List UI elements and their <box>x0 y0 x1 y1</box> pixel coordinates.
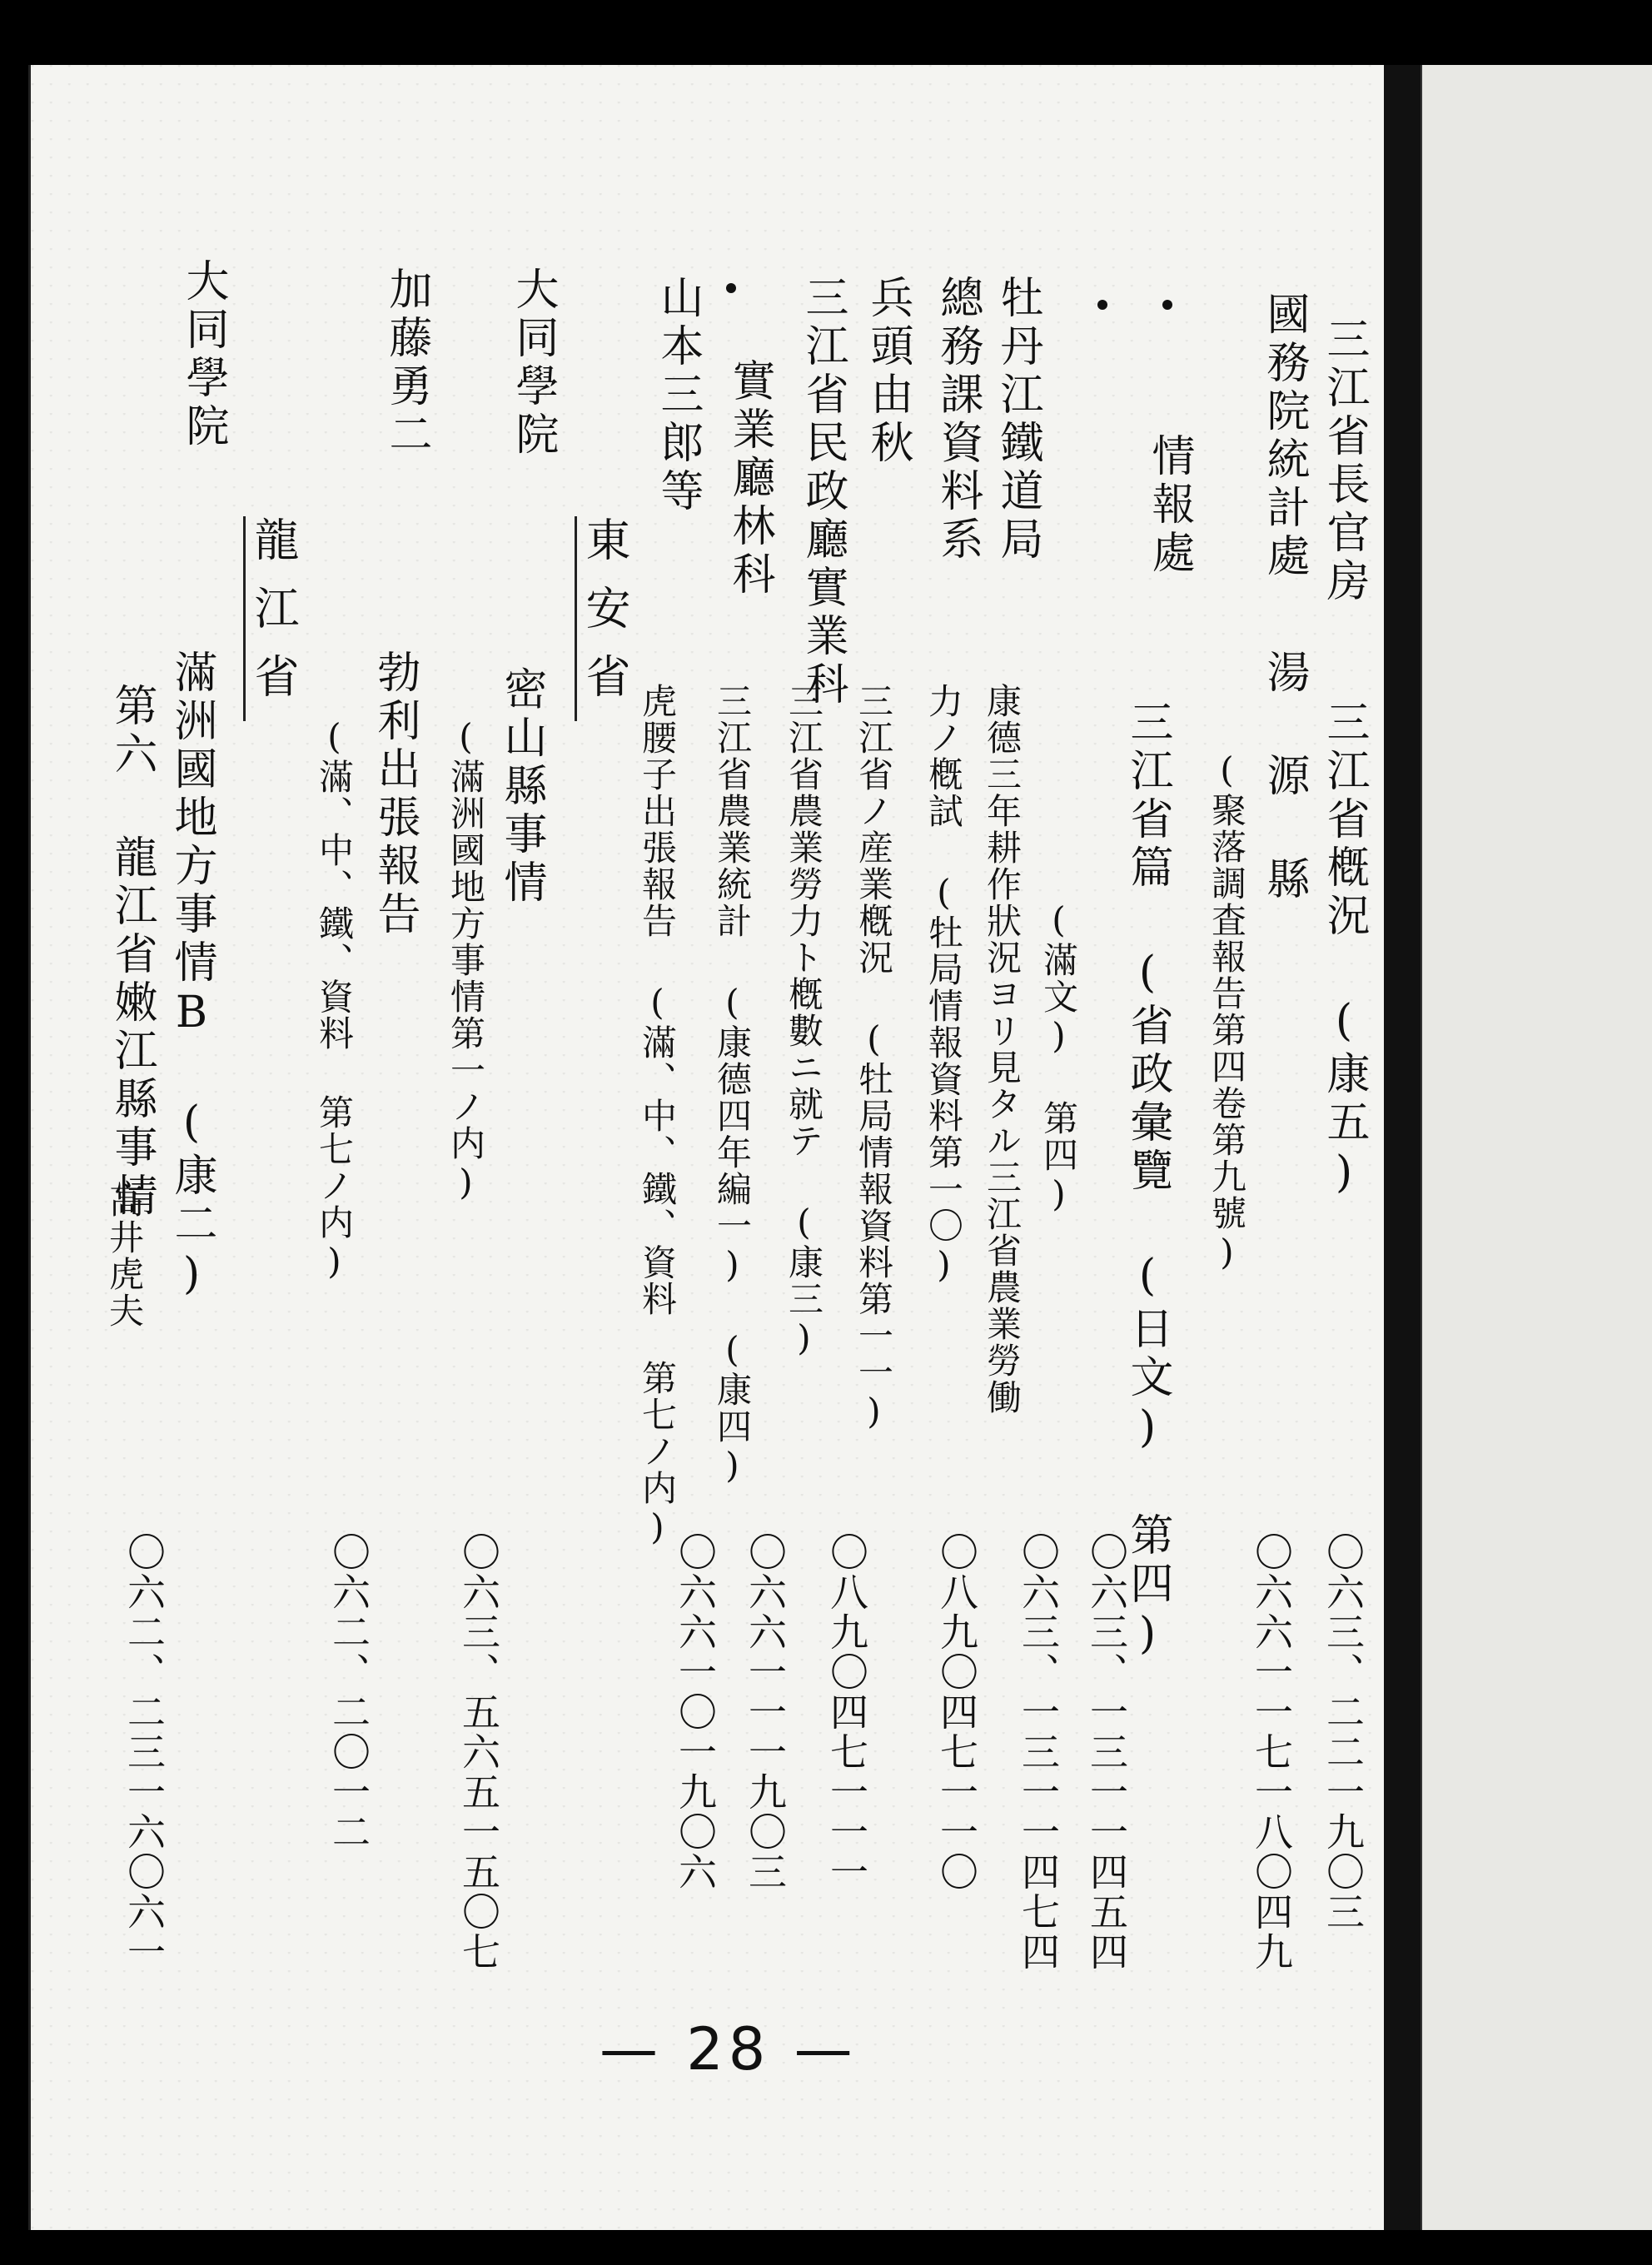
entry-3-subject: 三江省篇 (省政彙覽 (日文) 第四) <box>1122 699 1172 1664</box>
entry-9-note: (滿洲國地方事情第一ノ内) <box>445 716 486 1204</box>
bullet-mark <box>726 283 736 293</box>
entry-1-subject: 三江省槪況 (康五) <box>1319 699 1369 1202</box>
entry-2-note: (聚落調査報告第四卷第九號) <box>1207 749 1247 1274</box>
entry-4-title: 牡丹江鐵道局 <box>993 275 1042 565</box>
entry-10-code: 〇六二、二〇一二 <box>326 1532 371 1852</box>
entry-11-code: 〇六二、二三一六〇六一 <box>122 1532 167 1972</box>
entry-10-note: (滿、中、鐵、資料 第七ノ内) <box>314 716 355 1283</box>
entry-2-subject: 湯 源 縣 <box>1259 650 1309 904</box>
entry-5-code: 〇八九〇四七一一〇 <box>934 1532 979 1892</box>
entry-10-subject: 勃利出張報告 <box>370 650 420 939</box>
heading-longjiang: 龍江省 <box>243 516 296 721</box>
bullet-mark <box>1097 300 1107 310</box>
entry-3-note: (滿文) 第四) <box>1038 899 1079 1216</box>
entry-6-code: 〇八九〇四七一一一 <box>824 1532 869 1892</box>
entry-7-code: 〇六六一一一九〇三 <box>743 1532 788 1892</box>
entry-8-subject: 虎腰子出張報告 (滿、中、鐵、資料 第七ノ内) <box>637 683 678 1549</box>
page-number: — 28 — <box>600 2015 858 2083</box>
entry-5-title: 兵頭由秋 <box>863 275 913 468</box>
entry-11-subject-2: 第六 龍江省嫩江縣事情 <box>107 683 157 1221</box>
entry-7-subject: 三江省農業統計 (康德四年編一) (康四) <box>712 683 753 1487</box>
entry-11-subject: 滿洲國地方事情B (康二) <box>167 650 216 1304</box>
entry-4-subject: 康德三年耕作狀況ヨリ見タル三江省農業勞働 <box>982 683 1023 1416</box>
entry-9-subject: 密山縣事情 <box>496 666 546 908</box>
entry-6-subject: 三江省農業勞力ト槪數ニ就テ (康三) <box>784 683 824 1360</box>
facing-page-edge <box>1421 65 1652 2230</box>
entry-11-author: 高井虎夫 <box>104 1182 145 1329</box>
entry-4-subject-2: 力ノ槪試 (牡局情報資料第一〇) <box>923 683 964 1287</box>
entry-2-title: 國務院統計處 <box>1259 291 1309 581</box>
entry-9-title: 大同學院 <box>508 266 558 460</box>
entry-7-title: 實業廳林科 <box>724 358 774 600</box>
heading-dongan: 東安省 <box>575 516 627 721</box>
document-page <box>28 65 1386 2230</box>
book-spine <box>1384 65 1421 2230</box>
bullet-mark <box>1162 300 1172 310</box>
entry-1-code: 〇六三、二二一九〇三 <box>1321 1532 1366 1932</box>
entry-3-title: 情報處 <box>1144 433 1194 578</box>
entry-9-code: 〇六三、五六五一五〇七 <box>456 1532 501 1972</box>
entry-4-code: 〇六三、一三一一四七四 <box>1016 1532 1061 1972</box>
entry-8-code: 〇六六一〇一九〇六 <box>673 1532 718 1892</box>
entry-10-title: 加藤勇二 <box>381 266 431 460</box>
entry-3-code: 〇六三、一三一一四五四 <box>1084 1532 1129 1972</box>
entry-2-code: 〇六六一一七一八〇四九 <box>1249 1532 1294 1972</box>
entry-11-title: 大同學院 <box>178 258 228 451</box>
entry-8-title: 山本三郎等 <box>653 275 703 516</box>
entry-6-title: 三江省民政廳實業科 <box>798 275 848 709</box>
entry-5-subject: 三江省ノ産業槪況 (牡局情報資料第一一) <box>853 683 894 1433</box>
entry-4-title-2: 總務課資料系 <box>933 275 983 565</box>
entry-1-title: 三江省長官房 <box>1319 316 1369 606</box>
